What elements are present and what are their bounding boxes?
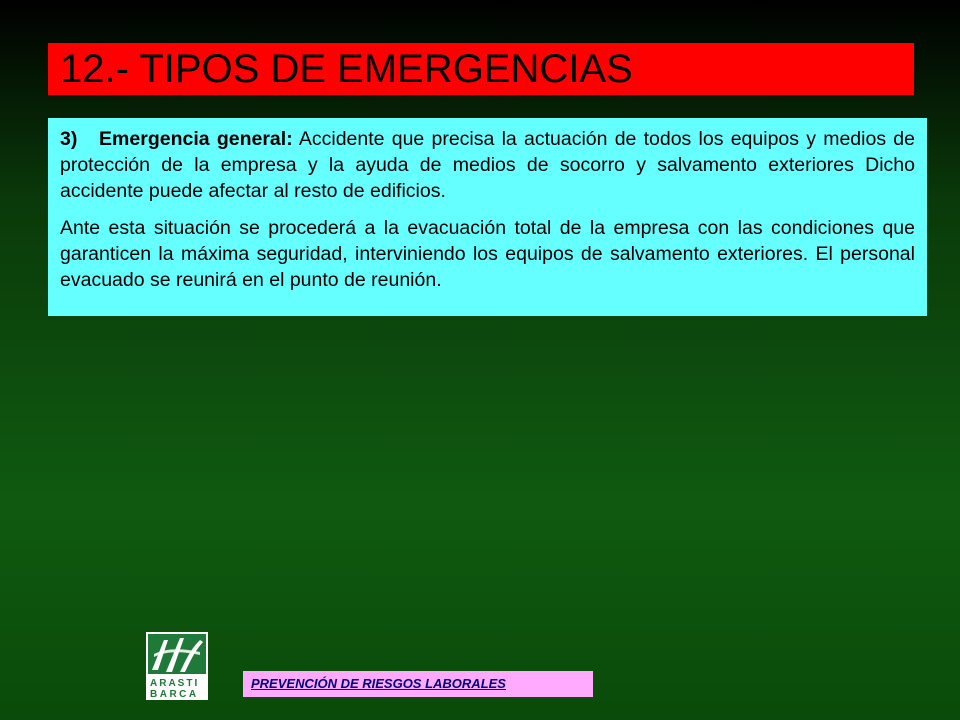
item-term: Emergencia general: xyxy=(99,128,293,150)
content-box xyxy=(48,118,927,316)
logo-line2: BARCA xyxy=(150,689,199,700)
paragraph-emergencia-general xyxy=(60,126,915,204)
logo-line1: ARASTI xyxy=(150,678,200,689)
paragraph-evacuacion: Ante esta situación se procederá a la evacuación total de la empresa con las condiciones que garanticen la máxima seguridad, interviniendo los equipos de salvamento exteriores. El personal evacuado se reunirá en el punto de reunión. xyxy=(60,217,915,291)
item-number: 3) xyxy=(60,128,78,150)
title-bar xyxy=(48,43,914,95)
slide-title: 12.- TIPOS DE EMERGENCIAS xyxy=(60,47,633,91)
footer-banner xyxy=(243,671,593,697)
footer-text: PREVENCIÓN DE RIESGOS LABORALES xyxy=(251,676,506,691)
company-logo xyxy=(146,632,208,700)
item-description: Accidente que precisa la actuación de todos los equipos y medios de protección de la empresa y la ayuda de medios de socorro y salvamento exteriores Dicho accidente puede afectar al resto de edificios. xyxy=(60,128,915,202)
logo-emblem xyxy=(146,632,208,700)
